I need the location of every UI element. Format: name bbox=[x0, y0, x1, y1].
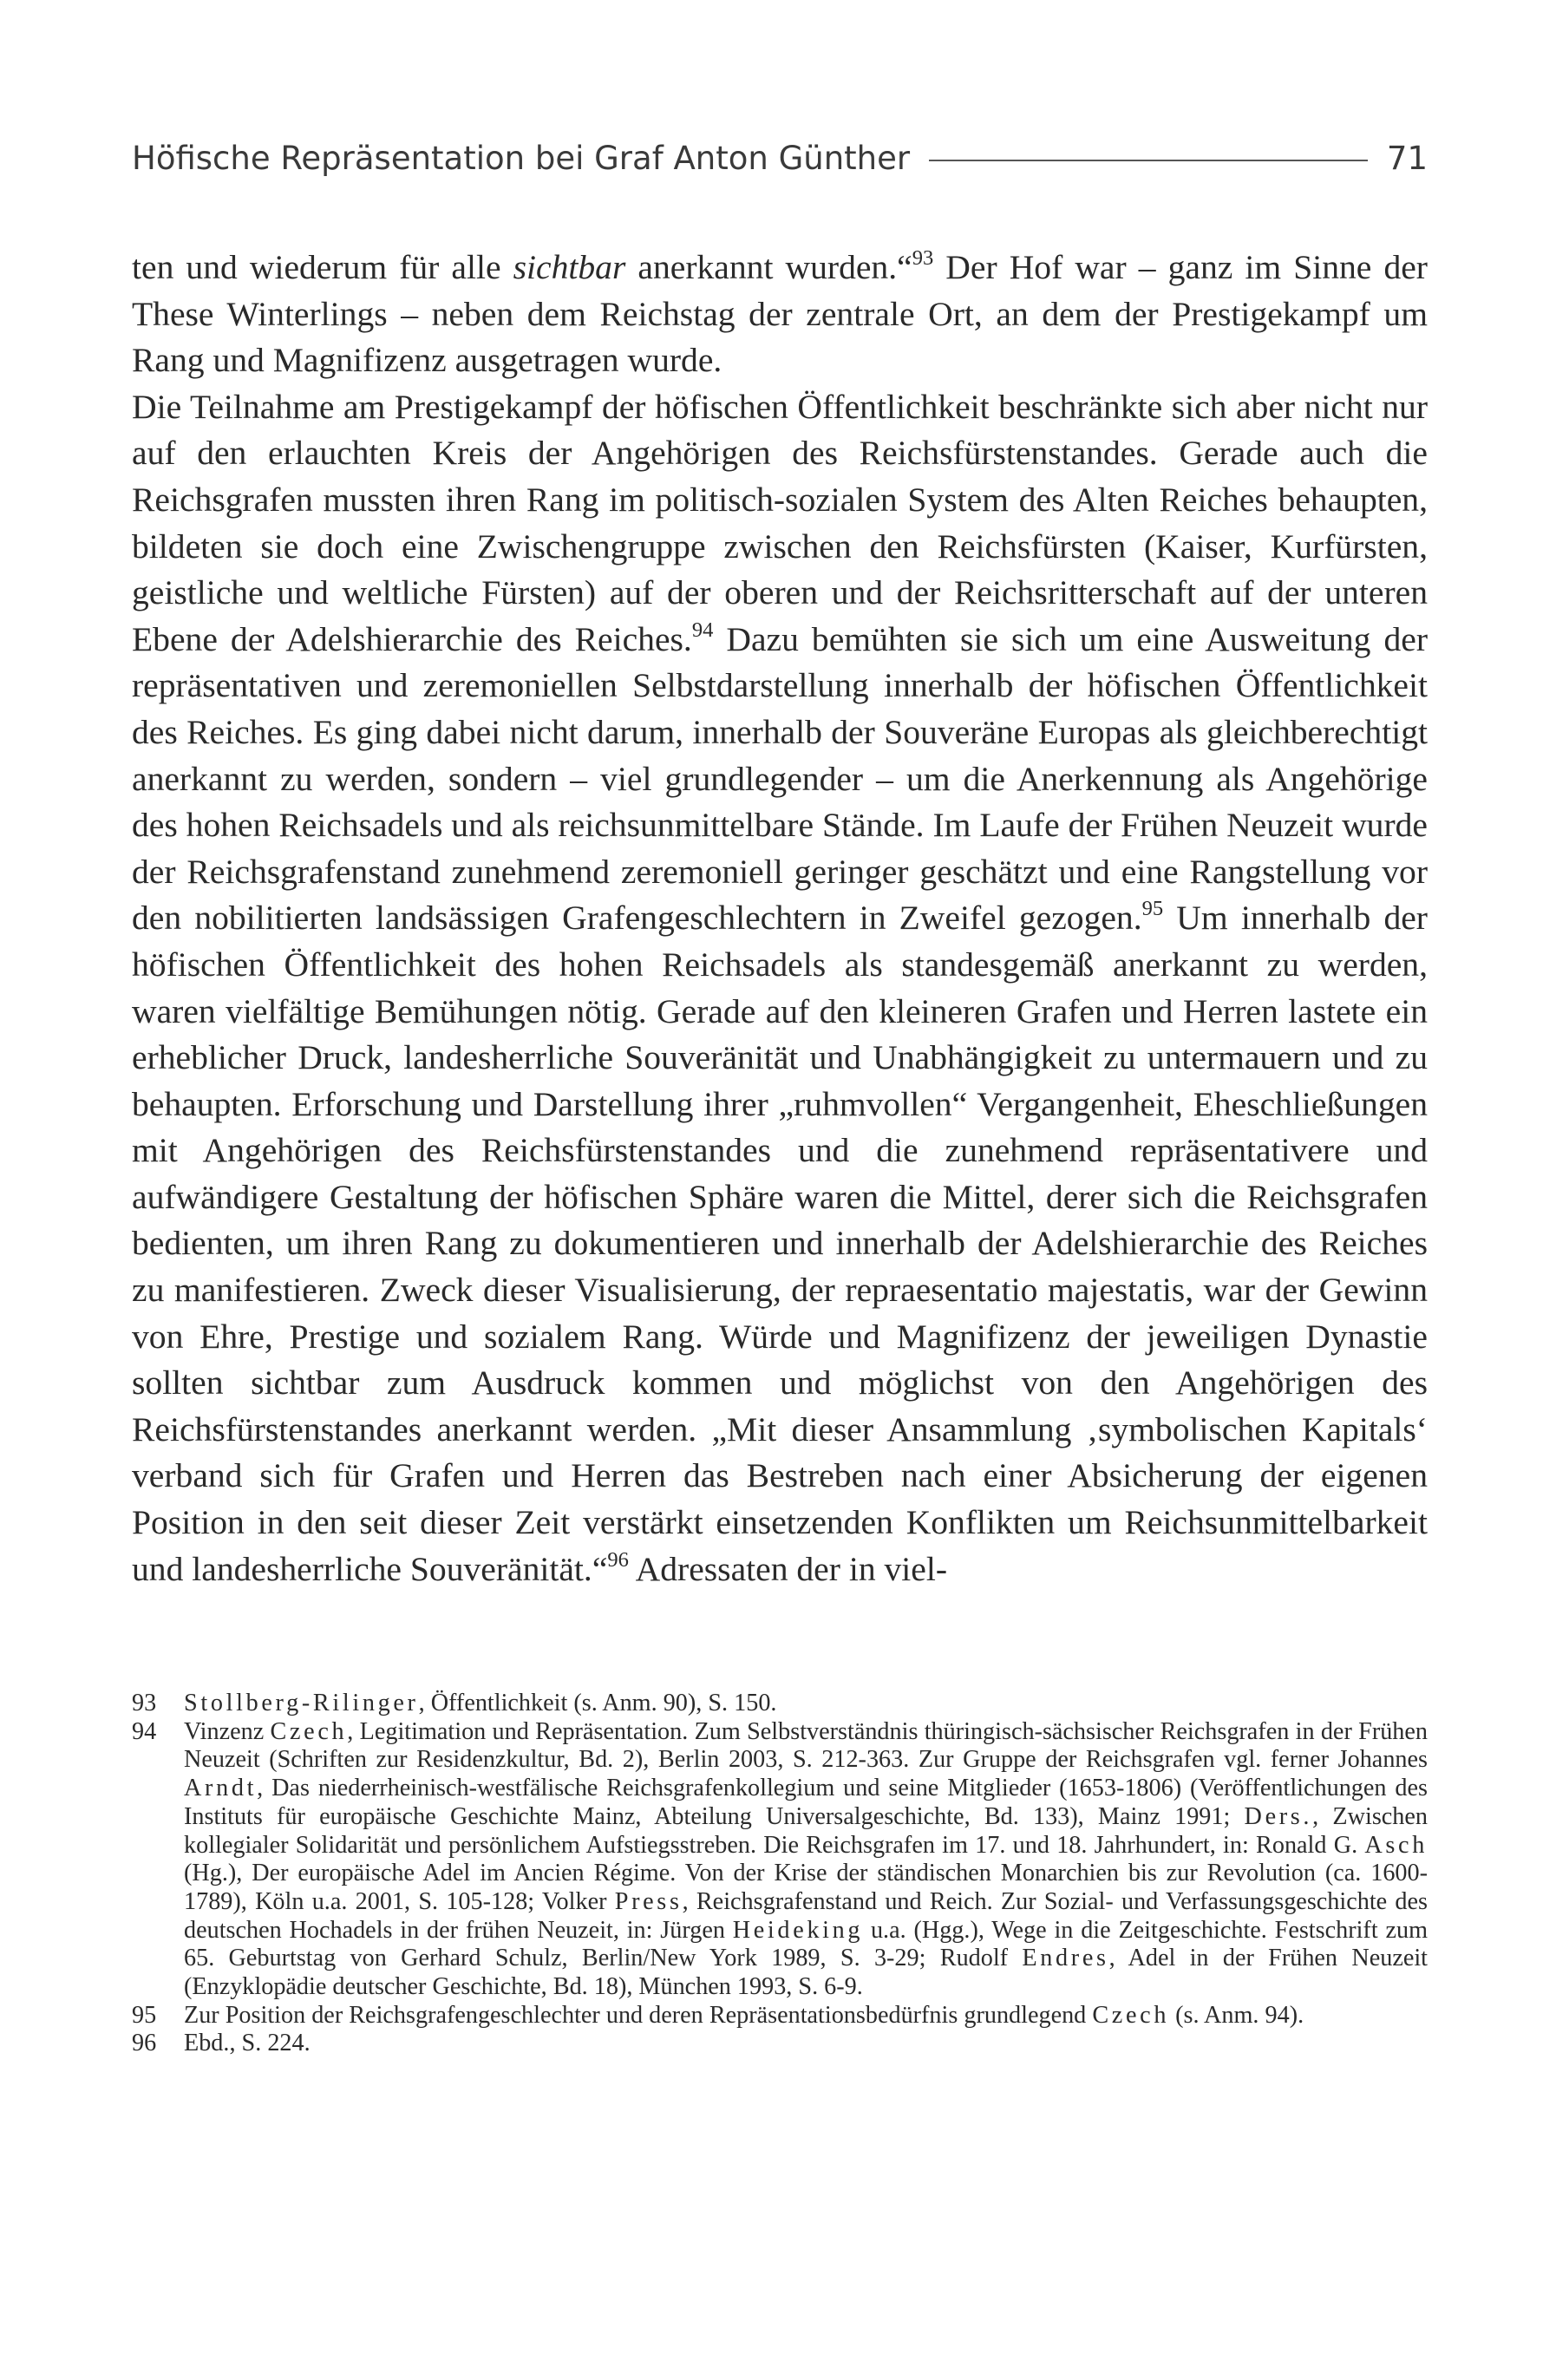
footnote-number: 93 bbox=[132, 1690, 157, 1716]
author-name: Heideking bbox=[732, 1916, 864, 1944]
footnote-text bbox=[184, 1718, 1428, 2002]
text-run: Dazu bemühten sie sich um eine Ausweitung der repräsentativen und zeremoniellen Selbstdarstellung innerhalb der höfischen Öffentlichkeit des Reiches. Es ging dabei nicht darum, innerhalb der Souveräne Europas als gleichberechtigt anerkannt zu werden, sondern – viel grundlegender – um die Anerkennung als Angehörige des hohen Reichsadels und als reichsunmittelbare Stände. Im Laufe der Frühen Neuzeit wurde der Reichsgrafenstand zunehmend zeremoniell geringer geschätzt und eine Rangstellung vor den nobilitierten landsässigen Grafengeschlechtern in Zweifel gezogen. bbox=[132, 619, 1429, 938]
footnote-number: 96 bbox=[132, 2030, 157, 2057]
page-number: 71 bbox=[1386, 139, 1428, 177]
footnote-text bbox=[184, 1690, 1428, 1718]
footnote-ref-94: 94 bbox=[691, 618, 714, 642]
footnote-number: 95 bbox=[132, 2001, 157, 2029]
text-run: , Legitimation und Repräsentation. Zum Selbstverständnis thüringisch-sächsischer Reichsgrafen in der Frühen Neuzeit (Schriften zur Residenzkultur, Bd. 2), Berlin 2003, S. 212-363. Zur Gruppe der Reichsgrafen vgl. ferner Johannes bbox=[184, 1717, 1428, 1774]
footnote-94 bbox=[132, 1718, 1428, 2002]
text-run: , Adel in der Frühen Neuzeit (Enzyklopädie deutscher Geschichte, Bd. 18), München 1993, S. 6-9. bbox=[184, 1945, 1428, 2001]
author-name: Ders. bbox=[1244, 1802, 1313, 1830]
footnote-number: 94 bbox=[132, 1717, 157, 1745]
footnote-text bbox=[184, 2030, 1428, 2058]
text-run: , Das niederrheinisch-westfälische Reichsgrafenkollegium und seine Mitglieder (1653-1806) (Veröffentlichungen des Instituts für europäische Geschichte Mainz, Abteilung Universalgeschichte, Bd. 133), Mainz 1991; bbox=[184, 1775, 1428, 1830]
text-run: ten und wiederum für alle bbox=[132, 248, 513, 286]
footnote-93 bbox=[132, 1690, 1428, 1718]
running-head-title: Höfische Repräsentation bei Graf Anton Günther bbox=[132, 139, 911, 177]
text-run: Um innerhalb der höfischen Öffentlichkeit des hohen Reichsadels als standesgemäß anerkannt zu werden, waren vielfältige Bemühungen nötig. Gerade auf den kleineren Grafen und Herren lastete ein erheblicher Druck, landesherrliche Souveränität und Unabhängigkeit zu untermauern und zu behaupten. Erforschung und Darstellung ihrer „ruhmvollen“ Vergangenheit, Eheschließungen mit Angehörigen des Reichsfürstenstandes und die zunehmend repräsentativere und aufwändigere Gestaltung der höfischen Sphäre waren die Mittel, derer sich die Reichsgrafen bedienten, um ihren Rang zu dokumentieren und innerhalb der Adelshierarchie des Reiches zu manifestieren. Zweck dieser Visualisierung, der repraesentatio majestatis, war der Gewinn von Ehre, Prestige und sozialem Rang. Würde und Magnifizenz der jeweiligen Dynastie sollten sichtbar zum Ausdruck kommen und möglichst von den Angehörigen des Reichsfürstenstandes anerkannt werden. „Mit dieser Ansammlung ‚symbolischen Kapitals‘ verband sich für Grafen und Herren das Bestreben nach einer Absicherung der eigenen Position in den seit dieser Zeit verstärkt einsetzenden Konflikten um Reichsunmittelbarkeit und landesherrliche Souveränität.“ bbox=[132, 899, 1428, 1588]
text-run: Ebd., S. 224. bbox=[184, 2030, 311, 2057]
text-run: (s. Anm. 94). bbox=[1169, 2001, 1304, 2029]
author-name: Endres bbox=[1022, 1945, 1109, 1972]
text-run: Die Teilnahme am Prestigekampf der höfischen Öffentlichkeit beschränkte sich aber nicht nur auf den erlauchten Kreis der Angehörigen des Reichsfürstenstandes. Gerade auch die Reichsgrafen mussten ihren Rang im politisch-sozialen System des Alten Reiches behaupten, bildeten sie doch eine Zwischengruppe zwischen den Reichsfürsten (Kaiser, Kurfürsten, geistliche und weltliche Fürsten) auf der oberen und der Reichsritterschaft auf der unteren Ebene der Adelshierarchie des Reiches. bbox=[132, 387, 1428, 658]
author-name: Arndt bbox=[184, 1775, 258, 1802]
author-name: Press bbox=[614, 1887, 683, 1915]
footnote-text bbox=[184, 2002, 1428, 2030]
text-run: anerkannt wurden.“ bbox=[625, 248, 912, 286]
text-run: (Hg.), Der europäische Adel im Ancien Régime. Von der Krise der ständischen Monarchien bis zur Revolution (ca. 1600-1789), Köln u.a. 2001, S. 105-128; Volker bbox=[184, 1860, 1428, 1915]
main-text bbox=[132, 245, 1428, 1592]
footnote-ref-96: 96 bbox=[607, 1547, 629, 1572]
running-head bbox=[132, 132, 1428, 184]
text-run: , Zwischen kollegialer Solidarität und persönlichem Aufstiegsstreben. Die Reichsgrafen im 17. und 18. Jahrhundert, in: Ronald G. bbox=[184, 1802, 1428, 1859]
paragraph-2 bbox=[132, 384, 1428, 1592]
header-rule bbox=[929, 160, 1368, 161]
footnote-ref-93: 93 bbox=[912, 246, 934, 271]
text-run: , Reichsgrafenstand und Reich. Zur Sozial- und Verfassungsgeschichte des deutschen Hochadels in der frühen Neuzeit, in: Jürgen bbox=[184, 1887, 1429, 1944]
italic-run: sichtbar bbox=[513, 248, 626, 286]
author-name: Czech bbox=[270, 1717, 348, 1745]
footnotes bbox=[132, 1690, 1428, 2058]
author-name: Asch bbox=[1364, 1831, 1428, 1859]
author-name: Czech bbox=[1092, 2001, 1170, 2029]
text-run: Zur Position der Reichsgrafengeschlechter und deren Repräsentationsbedürfnis grundlegend bbox=[184, 2001, 1093, 2029]
footnote-ref-95: 95 bbox=[1141, 897, 1164, 921]
author-name: Stollberg-Rilinger bbox=[184, 1690, 419, 1716]
text-run: , Öffentlichkeit (s. Anm. 90), S. 150. bbox=[418, 1690, 777, 1716]
text-run: Vinzenz bbox=[184, 1717, 271, 1745]
text-run: Der Hof war – ganz im Sinne der These Winterlings – neben dem Reichstag der zentrale Ort, an dem der Prestigekampf um Rang und Magnifizenz ausgetragen wurde. bbox=[132, 248, 1428, 380]
text-run: u.a. (Hgg.), Wege in die Zeitgeschichte. Festschrift zum 65. Geburtstag von Gerhard Schulz, Berlin/New York 1989, S. 3-29; Rudolf bbox=[184, 1916, 1428, 1972]
footnote-96 bbox=[132, 2030, 1428, 2058]
text-run: Adressaten der in viel- bbox=[628, 1549, 948, 1588]
paragraph-1 bbox=[132, 245, 1428, 384]
footnote-95 bbox=[132, 2002, 1428, 2030]
